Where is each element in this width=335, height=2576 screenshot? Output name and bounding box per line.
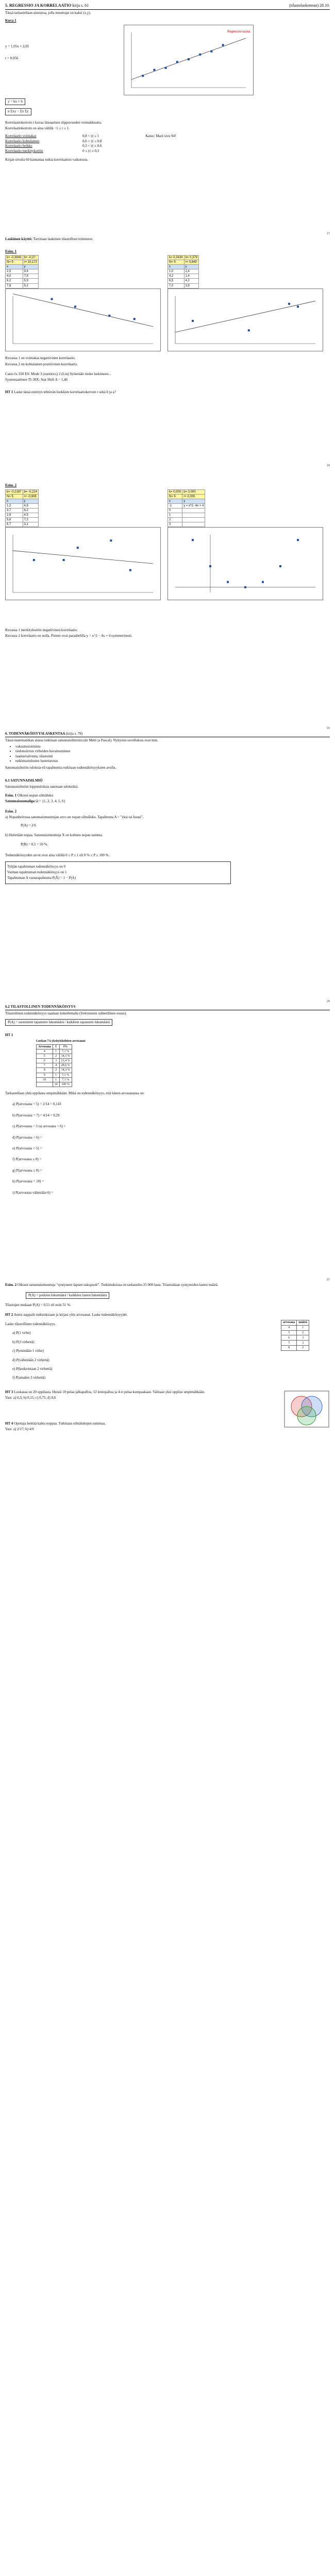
table-cell: 6 (281, 1335, 296, 1341)
scatter-chart-1 (124, 25, 254, 95)
header-cell: arvosana (281, 1320, 296, 1325)
regression-equation: y = 1,05x + 2,05 (5, 44, 29, 48)
data-cell: 2,4 (184, 269, 199, 274)
part-a: a) Nopanheitossa satunnaismuuttujan arvo on nopan silmäluku. Tapahtuma A = "yksi tai kuusi". (5, 815, 144, 820)
ht3-text: Luokassa on 20 oppilasta. Heistä 10 pelaa jalkapalloa, 12 lentopalloa ja 4 ei pelaa kumpaakaan. Valitaan yksi oppilas umpimähkään. (14, 1389, 205, 1394)
data-cell: 0 (168, 508, 182, 513)
data-cell: 2 (168, 518, 182, 522)
k-cell: k= 0,000 (168, 489, 182, 494)
data-cell: 5,2 (23, 283, 39, 288)
section-text: Satunnaisilmiön lopputuloksia sanotaan tuloksiksi. (5, 784, 79, 789)
page-3 (0, 464, 335, 721)
table-cell: 4 (37, 1049, 53, 1054)
header-cell: y (184, 265, 199, 269)
data-point (244, 586, 246, 588)
page-number: 17 (327, 232, 330, 235)
data-cell: 3,7 (6, 508, 23, 513)
data-point (63, 559, 65, 561)
trend-line (13, 294, 153, 326)
data-point (248, 329, 250, 331)
scatter-chart-left (5, 527, 161, 600)
page-number: 18 (327, 464, 330, 467)
data-point (262, 581, 264, 583)
note-text: Satunnaisilmiön tuloksia eli tapahtumia tutkitaan todennäköisyyksien avulla. (5, 765, 116, 770)
data-cell (182, 522, 205, 527)
page-number: 20 (327, 1000, 330, 1003)
table-cell: 100 % (59, 1082, 72, 1087)
data-point (74, 306, 76, 308)
data-cell: 6,2 (23, 508, 39, 513)
b-cell: b= 0,000 (182, 489, 205, 494)
venn-diagram (283, 1390, 330, 1429)
data-point (133, 318, 136, 320)
esim-label: Esim. 2 (5, 483, 17, 488)
ht4-answer: Vast: a) 2/17; b) 4/9 (5, 1427, 34, 1432)
header-cell: y (182, 499, 205, 503)
data-cell: 4,5 (23, 513, 39, 518)
table-cell: 7 (281, 1341, 296, 1346)
table-caption: Luokan 7A yksityiskohtien arvosanat (36, 1039, 86, 1043)
task-item: b) P(arvosana = 7) = 4/14 = 0,29 (12, 1113, 60, 1117)
spreadsheet-left (5, 489, 39, 528)
esim1-label: Esim. 1 (5, 793, 17, 798)
scatter-chart-right (167, 527, 323, 600)
header-cell: f% (59, 1044, 72, 1049)
intro-text: Tilastollinen todennäköisyys saadaan kokeilemalla (frekvenssin suhteellinen osuus). (5, 1011, 127, 1015)
spreadsheet-right (167, 255, 199, 289)
data-cell (182, 513, 205, 518)
task-item: d) P(vähintään 2 virhettä) (12, 1358, 49, 1362)
table-cell: 1 (297, 1325, 309, 1330)
page-number: 21 (327, 1278, 330, 1281)
data-point (165, 66, 167, 69)
table-cell: 14 (53, 1082, 59, 1087)
formula-text: P(A) = suotuisten tapausten lukumäärä / kaikkien tapausten lukumäärä (8, 1020, 110, 1024)
table-cell: 21,4 % (59, 1059, 72, 1063)
data-point (222, 44, 224, 46)
data-cell: 3,1 (23, 522, 39, 527)
venn-circle-c (297, 1406, 316, 1425)
ht2-items (12, 1331, 271, 1381)
book-ref: (kirja s. 78) (65, 732, 83, 736)
data-cell (182, 518, 205, 522)
data-cell: 6,7 (6, 522, 23, 527)
esim-label: Esim. 1 (5, 249, 17, 253)
header-cell: y (23, 265, 39, 269)
data-point (153, 69, 155, 71)
task-item: c) P(arvosana = 5 tai arvosana = 6) = (12, 1124, 66, 1129)
data-cell: 4,2 (184, 279, 199, 283)
table-cell: 8 (37, 1068, 53, 1073)
table-cell: 2 (53, 1054, 59, 1059)
data-point (33, 559, 35, 561)
data-point (77, 547, 79, 549)
data-point (297, 306, 299, 308)
ht2-text: Anttis nappaili todistuksiaan ja kirjasi ylös arvosanat. Laske todennäköisyydet. (13, 1313, 128, 1317)
data-cell: 5,6 (6, 518, 23, 522)
data-point (192, 539, 194, 541)
kuva1-label: Kuva 1 (5, 19, 16, 23)
page-2 (0, 232, 335, 459)
b-cell: b= -0,224 (23, 489, 39, 494)
r-label: Korrelaatio heikko (5, 144, 32, 148)
ht1-label: HT 1 (5, 389, 13, 394)
esim2-label: Esim. 2 (5, 809, 17, 814)
data-point (297, 539, 299, 541)
n-cell: N= 5 (168, 494, 182, 499)
header-cell: x (6, 499, 23, 503)
kerroin-box: n Σxy − Σx Σy (5, 108, 31, 115)
list-item: • laadunvalvonta, tilastointi (15, 754, 330, 759)
data-cell: 7,8 (23, 274, 39, 279)
r-item (5, 134, 330, 139)
table-cell: 9 (37, 1073, 53, 1077)
trend-line (175, 301, 315, 332)
data-cell: y = x^2 -4x + 4 (182, 503, 205, 508)
header-cell: y (23, 499, 39, 503)
table-cell: 14,3 % (59, 1068, 72, 1073)
mahdollista-note: Katso: Maol sivu 94! (145, 134, 176, 139)
ht2-label: HT 2 (5, 1313, 13, 1317)
table-cell: 4 (281, 1325, 296, 1330)
bullet-1: Kuvassa 1 merkityksetön negatiivinen korrelaatio. (5, 628, 78, 632)
task-item: f) P(arvosana ≥ 8) = (12, 1157, 42, 1162)
data-point (188, 58, 190, 60)
data-cell: 1,2 (6, 503, 23, 508)
ht1-text: Laske tässä esitetyn tehtävän luokkien korrelaatiokerroin r sekä b ja a? (14, 389, 116, 394)
formula-box (5, 1019, 112, 1026)
application-list (5, 744, 330, 764)
r-cell: r= -0,608 (23, 494, 39, 499)
spreadsheet-right (167, 489, 205, 528)
grades-table (36, 1044, 72, 1087)
header-right: (tilastolaskennan) 28.10. (289, 3, 330, 8)
ht4-text: Opettaja heittää kahta noppaa. Tutkitaan silmälukujen summaa. (14, 1421, 106, 1426)
formula-box (26, 1292, 109, 1299)
data-cell: 7,2 (23, 518, 39, 522)
table-cell: 3 (53, 1059, 59, 1063)
task-item: e) P(arvosana < 5) = (12, 1146, 42, 1150)
list-intro: Laske tilastollinen todennäköisyys (5, 1321, 55, 1326)
formula-box (5, 861, 231, 884)
intro-text: Tässä matematiikan alassa tutkitaan satunnaisilmiöitä (de Méré ja Pascal). Nykyisin sovelluksia ovat mm. (5, 738, 158, 742)
data-point (199, 53, 201, 55)
data-cell: 2,5 (6, 269, 23, 274)
task-item: a) P(arvosana = 5) = 2/14 = 0,143 (12, 1102, 61, 1107)
data-cell: 1,0 (168, 269, 185, 274)
data-cell: 3,9 (184, 283, 199, 288)
ht3-answer: Vast: a) 0,3; b) 0,15; c) 0,75; d) 0,6 (5, 1396, 56, 1400)
correlation-value: r = 0,956 (5, 56, 19, 61)
data-point (227, 581, 229, 583)
header-cell: x (168, 265, 185, 269)
n-cell: N= 5 (168, 260, 185, 265)
data-point (279, 565, 281, 567)
formula-text: P(A) = poikien lukumäärä / kaikkien lasten lukumäärä (28, 1293, 107, 1297)
task-item: b) P(3 virhettä) (12, 1340, 35, 1344)
bullet-2: Kuvassa 2 on kohtalainen positiivinen korrelaatio. (5, 362, 78, 366)
otos-value: Ω = {1, 2, 3, 4, 5, 6} (35, 799, 65, 804)
table-cell: 3 (297, 1335, 309, 1341)
result-text: Tilastojen mukaan P(A) = 0,51 eli noin 51 %. (5, 1302, 71, 1307)
data-cell: 1,4 (184, 274, 199, 279)
r-range: 0,6 < |r| ≤ 0,8 (82, 139, 102, 143)
k-cell: k= 0,3434 (168, 255, 185, 260)
task-item: e) P(korkeintaan 2 virhettä) (12, 1367, 53, 1371)
data-cell: 7,8 (6, 283, 23, 288)
otos-label: Satunnaisuomaliga (5, 799, 35, 804)
data-point (108, 314, 110, 316)
table-cell: 6 (37, 1059, 53, 1063)
regression-box: y = kx + b (5, 98, 25, 105)
bullet-2: Korrelaatiokerroin on aina välillä −1 ≤ r ≤ 1. (5, 126, 70, 130)
ht4-label: HT 4 (5, 1421, 13, 1426)
data-cell: 9,4 (23, 269, 39, 274)
data-point (110, 539, 112, 541)
task-item: a) P(1 virhe) (12, 1331, 31, 1335)
list-item: • tutkimustulosten luotettavuus (15, 759, 330, 764)
table-cell: 7,1 % (59, 1077, 72, 1082)
r-label: Korrelaatio voimakas (5, 134, 37, 139)
ht2-table (281, 1320, 309, 1351)
bullet-text: Todennäköisyyden arvot ovat aina välillä 0 ≤ P ≤ 1 eli 0 % ≤ P ≤ 100 %. (5, 853, 110, 858)
b-cell: b= -0,2? (23, 255, 39, 260)
table-cell: 2 (53, 1068, 59, 1073)
data-point (176, 61, 178, 63)
spreadsheet-left (5, 255, 39, 289)
b-cell: b= 0,379 (184, 255, 199, 260)
casio-text: Casio fx-350 ES: Mode 3 (statistics) 2 (Lin) Syötetään tiedot laskimeen... (5, 371, 111, 376)
list-item: • vakuutustoiminta (15, 744, 330, 749)
page-4 (0, 726, 335, 994)
section-title: REGRESSIO JA KORRELAATIO (9, 3, 72, 8)
esim1-text: Olkoon nopan silmäluku (17, 793, 54, 798)
header-cell: x (168, 499, 182, 503)
data-point (142, 75, 144, 77)
r-cell: r= 10,172 (23, 260, 39, 265)
page-5 (0, 999, 335, 1273)
page-title: Laskimen käyttö: (5, 237, 32, 242)
data-cell: 6,5 (168, 279, 185, 283)
scatter-chart-left (5, 289, 161, 351)
formula-line: Varman tapahtuman todennäköisyys on 1 (7, 870, 67, 874)
ht3-label: HT 3 (5, 1389, 13, 1394)
r-range: 0 ≤ |r| ≤ 0,3 (82, 148, 99, 153)
part-b: b) Heitetään nopaa. Satunnaismuuttuja X on kolmen nopan summa. (5, 833, 103, 838)
task-item: g) P(arvosana ≤ 8) = (12, 1168, 42, 1173)
data-cell (182, 508, 205, 513)
table-cell: 1 (53, 1073, 59, 1077)
table-cell: 4 (53, 1063, 59, 1068)
data-cell: 1 (168, 513, 182, 518)
table-cell: 5 (37, 1054, 53, 1059)
table-cell: 1 (53, 1049, 59, 1054)
data-cell: 4,2 (168, 274, 185, 279)
table-cell: 7,1 % (59, 1073, 72, 1077)
page-1 (0, 3, 335, 229)
page-header (5, 3, 330, 10)
data-point (51, 298, 53, 300)
bullet-1: Kuvassa 1 on voimakas negatiivinen korrelaatio. (5, 356, 76, 361)
data-point (288, 302, 290, 304)
scatter-chart-right (167, 289, 323, 351)
task-item: f) P(ainakin 3 virhettä) (12, 1376, 45, 1380)
r-label: Korrelaatio kohtalainen (5, 139, 40, 143)
page-6 (0, 1278, 335, 1566)
data-cell: -1 (168, 503, 182, 508)
table-cell: 7,1 % (59, 1049, 72, 1054)
r-range: 0,8 < |r| ≤ 1 (82, 134, 99, 139)
bullet-1: Korrelaatiokerroin r kuvaa lineaarisen riippuvuuden voimakkuutta. (5, 120, 102, 125)
table-cell: 28,6 % (59, 1063, 72, 1068)
task-list (12, 1102, 330, 1195)
table-cell: 10 (37, 1077, 53, 1082)
list-item: • tiedonsiirron virheiden havaitseminen (15, 749, 330, 754)
kirjan-note: Kirjan sivulta 60 kannattaa tutkia korrelaation vaikutusta. (5, 158, 89, 162)
task-item: h) P(arvosana = 10) = (12, 1179, 44, 1184)
data-cell: 7,0 (168, 283, 185, 288)
table-cell (37, 1082, 53, 1087)
task-item: c) P(enintään 1 virhe) (12, 1349, 44, 1353)
intro-text: Tässä tarkastellaan aineistoa, jolla muuttujat on kaksi (x,y). (5, 10, 91, 15)
data-cell: 4,5 (23, 503, 39, 508)
ht1-label: HT 1 (5, 1033, 13, 1038)
r-item (5, 144, 330, 148)
formula-line: Tyhjän tapahtuman todennäköisyys on 0 (7, 864, 66, 869)
r-label: Korrelaatio merkityksetön (5, 148, 43, 153)
data-cell: 4,0 (6, 274, 23, 279)
table-cell: 7 (37, 1063, 53, 1068)
k-cell: k= -0,3843 (6, 255, 23, 260)
header-cell: x (6, 265, 23, 269)
table-cell: 14,3 % (59, 1054, 72, 1059)
table-cell: 1 (53, 1077, 59, 1082)
r-cell: r= 0,849 (184, 260, 199, 265)
data-point (129, 569, 131, 571)
table-cell: 2 (297, 1345, 309, 1350)
r-range: 0,3 < |r| ≤ 0,6 (82, 144, 102, 148)
table-cell: 2 (297, 1330, 309, 1335)
header-cell: määrä (297, 1320, 309, 1325)
data-cell: 3 (168, 522, 182, 527)
n-cell: N= 5 (6, 494, 23, 499)
data-point (209, 565, 211, 567)
ti-text: Systemaattinen TI-30X: Stat Shift A = 1,46 (5, 378, 68, 382)
esim2-label: Esim. 2 (5, 1283, 17, 1287)
trend-line (13, 551, 153, 564)
table-cell: 3 (297, 1341, 309, 1346)
section-heading: 6.2 TILASTOLLINEN TODENNÄKÖISYYS (5, 1005, 330, 1010)
page-title: 6. TODENNÄKÖISYYSLASKENTAA (5, 732, 65, 736)
page-number: 19 (327, 727, 330, 730)
r-item (5, 149, 330, 154)
header-cell: f (53, 1044, 59, 1049)
data-point (192, 319, 194, 321)
r-cell: r= 2,000 (182, 494, 205, 499)
probability-value: P(B) = 0,5 = 50 %. (21, 842, 48, 846)
formula-line: Tapahtuman A vastatapahtuma P(Ā) = 1 − P(A) (7, 876, 76, 880)
r-item (5, 139, 330, 144)
section-number: 5. (5, 3, 8, 8)
data-cell: 5,9 (23, 279, 39, 283)
book-ref: kirja s. 61 (72, 3, 89, 8)
table-cell: 5 (281, 1330, 296, 1335)
n-cell: N= 5 (6, 260, 23, 265)
task-item: d) P(arvosana > 6) = (12, 1135, 42, 1140)
data-point (210, 50, 212, 52)
header-cell: Arvosana (37, 1044, 53, 1049)
probability-formula: P(A) = 2/6 (21, 823, 37, 827)
r-list (5, 134, 330, 154)
bullet-2: Kuvassa 2 korrelaatio on nolla. Pisteet ovat paraabelilla y = x^2 − 4x + 4 symmetrisesti. (5, 634, 132, 638)
data-cell: 6,2 (6, 279, 23, 283)
section-heading: 6.1 SATUNNAISILMIÖ (5, 778, 43, 783)
chart-title: Regressio-suora (227, 30, 250, 33)
k-cell: k= -0,2187 (6, 489, 23, 494)
data-cell: 2,9 (6, 513, 23, 518)
page-subtitle: Tarvitaan laskimen tilastolliset toiminnot. (33, 237, 93, 242)
esim2-text: Olkoon satunnaismuuttuja "syntyneen lapsen sukupuoli". Tutkimuksissa on tarkasteltu 25 000 lasta. Tilastoidaan syntyneiden lasten määrä. (17, 1283, 219, 1287)
task-text: Tarkastellaan yhtä oppilasta umpimähkään. Mikä on todennäköisyys, että hänen arvosanansa on: (5, 1091, 145, 1095)
task-item: i) P(arvosana vähintään 6) = (12, 1190, 54, 1195)
table-cell: 8 (281, 1345, 296, 1350)
